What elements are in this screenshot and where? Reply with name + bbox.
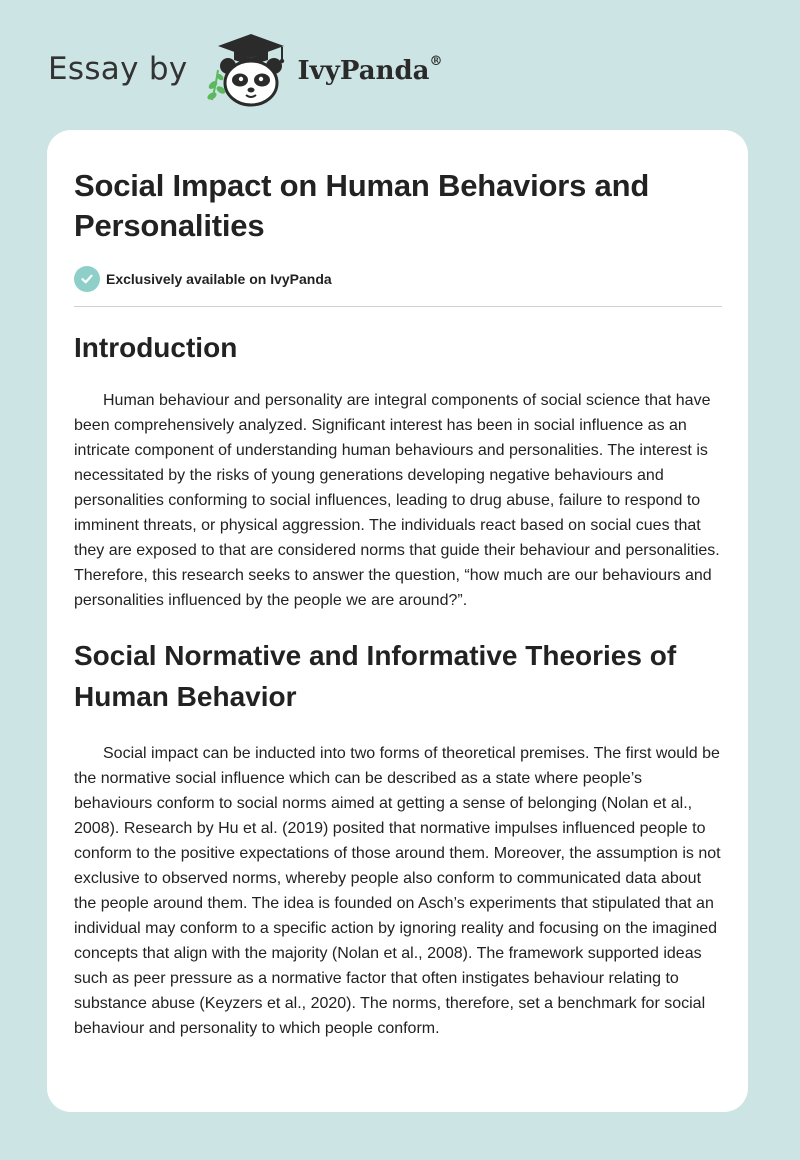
site-header <box>48 30 443 110</box>
registered-mark: ® <box>429 54 443 69</box>
page-title: Social Impact on Human Behaviors and Personalities <box>74 168 650 243</box>
exclusive-badge <box>74 266 722 307</box>
section-heading-theories: Social Normative and Informative Theories of Human Behavior <box>74 640 677 712</box>
ivypanda-wordmark[interactable] <box>298 56 443 86</box>
essay-by-label: Essay by <box>48 51 188 87</box>
check-circle-icon <box>74 266 100 292</box>
theories-paragraph: Social impact can be inducted into two forms of theoretical premises. The first would be the normative social influence which can be described as a state where people’s behaviours conform to social norms aimed at getting a sense of belonging (Nolan et al., 2008). Research by Hu et al. (2019) posited that normative impulses influenced people to conform to the positive expectations of those around them. Moreover, the assumption is not exclusive to observed norms, whereby people also conform to communicated data about the people around them. The idea is founded on Asch’s experiments that stipulated that an individual may conform to a specific action by ignoring reality and focusing on the imagined concepts that align with the majority (Nolan et al., 2008). The framework supported ideas such as peer pressure as a normative factor that often instigates behaviour relating to substance abuse (Keyzers et al., 2020). The norms, therefore, set a benchmark for social behaviour and personality to which people conform. <box>74 745 721 1037</box>
essay-card <box>47 130 748 1112</box>
brand-name-text: IvyPanda <box>297 56 430 86</box>
exclusive-label: Exclusively available on IvyPanda <box>106 271 332 287</box>
panda-graduate-icon[interactable] <box>204 30 296 110</box>
section-heading-introduction: Introduction <box>74 332 238 363</box>
introduction-paragraph: Human behaviour and personality are integral components of social science that have been comprehensively analyzed. Significant interest has been in social influence as an intricate component of understanding human behaviours and personalities. The interest is necessitated by the risks of young generations developing negative behaviours and personalities conforming to social influences, leading to drug abuse, failure to respond to imminent threats, or physical aggression. The individuals react based on social cues that they are exposed to that are considered norms that guide their behaviour and personalities. Therefore, this research seeks to answer the question, “how much are our behaviours and personalities influenced by the people we are around?”. <box>74 392 720 609</box>
